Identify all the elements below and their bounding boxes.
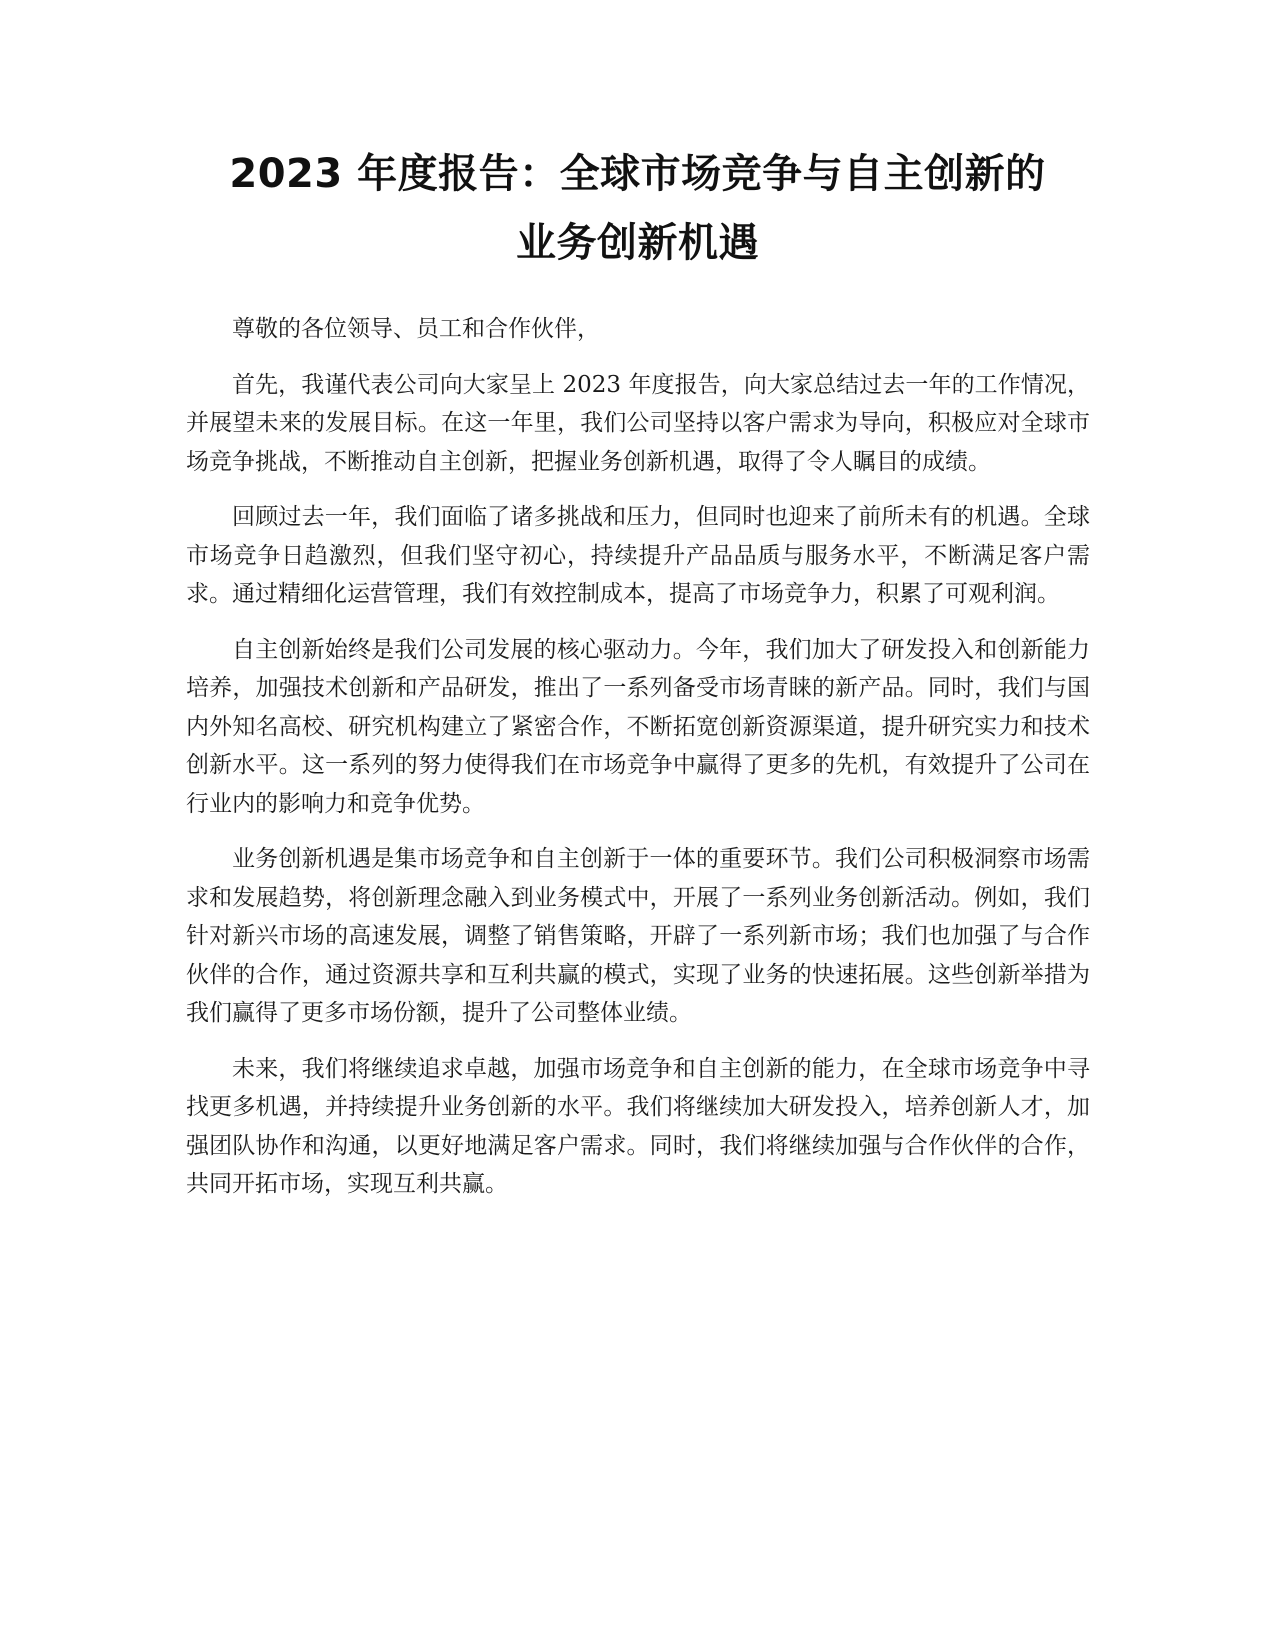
paragraph-business-opportunity: 业务创新机遇是集市场竞争和自主创新于一体的重要环节。我们公司积极洞察市场需求和发展趋势，将创新理念融入到业务模式中，开展了一系列业务创新活动。例如，我们针对新兴市场的高速发展，调整了销售策略，开辟了一系列新市场；我们也加强了与合作伙伴的合作，通过资源共享和互利共赢的模式，实现了业务的快速拓展。这些创新举措为我们赢得了更多市场份额，提升了公司整体业绩。 [186,846,1090,1026]
title-line-1: 2023 年度报告：全球市场竞争与自主创新的 [229,151,1046,197]
document-body [186,310,1090,1221]
paragraph-future: 未来，我们将继续追求卓越，加强市场竞争和自主创新的能力，在全球市场竞争中寻找更多机遇，并持续提升业务创新的水平。我们将继续加大研发投入，培养创新人才，加强团队协作和沟通，以更好地满足客户需求。同时，我们将继续加强与合作伙伴的合作，共同开拓市场，实现互利共赢。 [186,1055,1090,1197]
paragraph-innovation: 自主创新始终是我们公司发展的核心驱动力。今年，我们加大了研发投入和创新能力培养，加强技术创新和产品研发，推出了一系列备受市场青睐的新产品。同时，我们与国内外知名高校、研究机构建立了紧密合作，不断拓宽创新资源渠道，提升研究实力和技术创新水平。这一系列的努力使得我们在市场竞争中赢得了更多的先机，有效提升了公司在行业内的影响力和竞争优势。 [186,636,1090,817]
paragraph-salutation: 尊敬的各位领导、员工和合作伙伴， [232,316,600,342]
title-line-2: 业务创新机遇 [516,220,759,266]
document-title [140,140,1135,278]
paragraph-intro: 首先，我谨代表公司向大家呈上 2023 年度报告，向大家总结过去一年的工作情况，并展望未来的发展目标。在这一年里，我们公司坚持以客户需求为导向，积极应对全球市场竞争挑战，不断推动自主创新，把握业务创新机遇，取得了令人瞩目的成绩。 [186,371,1090,475]
paragraph-review: 回顾过去一年，我们面临了诸多挑战和压力，但同时也迎来了前所未有的机遇。全球市场竞争日趋激烈，但我们坚守初心，持续提升产品品质与服务水平，不断满足客户需求。通过精细化运营管理，我们有效控制成本，提高了市场竞争力，积累了可观利润。 [186,504,1090,607]
